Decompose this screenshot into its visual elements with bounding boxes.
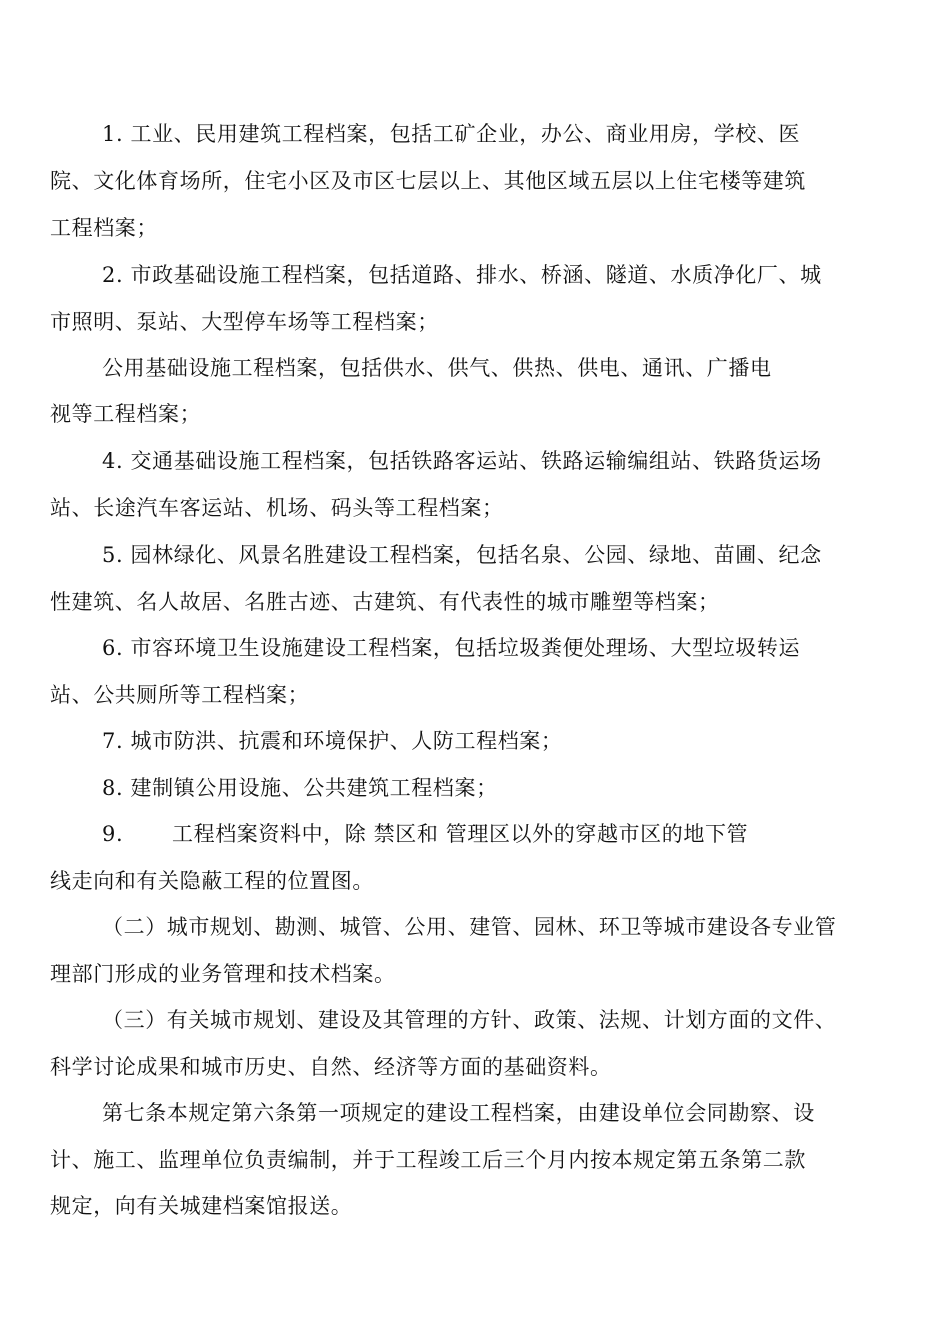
text-line: 2. 市政基础设施工程档案，包括道路、排水、桥涵、隧道、水质净化厂、城	[102, 263, 822, 287]
text-line: 6. 市容环境卫生设施建设工程档案，包括垃圾粪便处理场、大型垃圾转运	[102, 636, 801, 660]
text-line: 理部门形成的业务管理和技术档案。	[50, 962, 396, 986]
text-line: 线走向和有关隐蔽工程的位置图。	[50, 869, 374, 893]
text-line: 科学讨论成果和城市历史、自然、经济等方面的基础资料。	[50, 1055, 612, 1079]
text-line: 第七条本规定第六条第一项规定的建设工程档案，由建设单位会同勘察、设	[102, 1101, 815, 1125]
text-line: 计、施工、监理单位负责编制，并于工程竣工后三个月内按本规定第五条第二款	[50, 1148, 806, 1172]
text-line: 院、文化体育场所，住宅小区及市区七层以上、其他区域五层以上住宅楼等建筑	[50, 169, 806, 193]
text-line: 市照明、泵站、大型停车场等工程档案；	[50, 310, 439, 334]
text-line: 工程档案；	[50, 216, 158, 240]
text-line: 规定，向有关城建档案馆报送。	[50, 1194, 353, 1218]
text-line: 性建筑、名人故居、名胜古迹、古建筑、有代表性的城市雕塑等档案；	[50, 590, 720, 614]
item-number: 9.	[102, 822, 124, 846]
text-line: 5. 园林绿化、风景名胜建设工程档案，包括名泉、公园、绿地、苗圃、纪念	[102, 543, 822, 567]
text-line: 8. 建制镇公用设施、公共建筑工程档案；	[102, 776, 498, 800]
text-line: （二）城市规划、勘测、城管、公用、建管、园林、环卫等城市建设各专业管	[102, 915, 837, 939]
text-line: 站、公共厕所等工程档案；	[50, 683, 310, 707]
text-line: 7. 城市防洪、抗震和环境保护、人防工程档案；	[102, 729, 563, 753]
text-line: 视等工程档案；	[50, 402, 202, 426]
text-line: 4. 交通基础设施工程档案，包括铁路客运站、铁路运输编组站、铁路货运场	[102, 449, 822, 473]
text-line: 站、长途汽车客运站、机场、码头等工程档案；	[50, 496, 504, 520]
text-line: 工程档案资料中，除 禁区和 管理区以外的穿越市区的地下管	[172, 822, 749, 846]
text-line: （三）有关城市规划、建设及其管理的方针、政策、法规、计划方面的文件、	[102, 1008, 837, 1032]
text-line: 公用基础设施工程档案，包括供水、供气、供热、供电、通讯、广播电	[102, 356, 772, 380]
text-line: 1. 工业、民用建筑工程档案，包括工矿企业，办公、商业用房，学校、医	[102, 122, 801, 146]
